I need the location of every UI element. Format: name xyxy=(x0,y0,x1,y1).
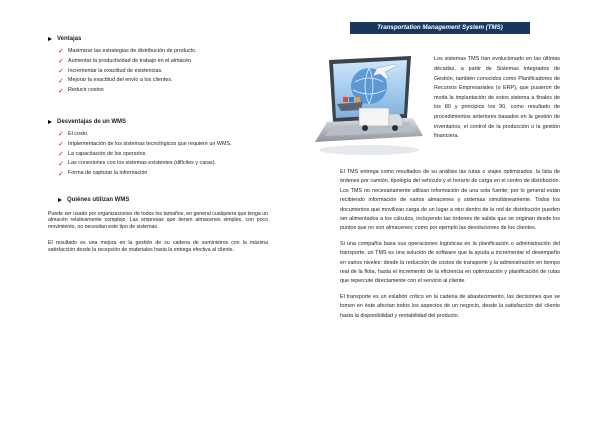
tms-paragraph-2: Si una compañía basa sus operaciones logísticas en la planificación o administración del transporte, un TMS es una solución de software que la ayuda a incrementar el desempeño en varios niveles: desde la reducción de costos de transporte y la administración en tiempo real de la flota, hasta el incremento de la eficiencia en optimización y planificación de rutas que repercute directamente con el servicio al cliente. xyxy=(340,240,560,285)
ventajas-heading: Ventajas xyxy=(48,36,268,42)
left-column xyxy=(48,36,268,261)
check-mark-icon: ✓ xyxy=(58,58,64,66)
arrow-bullet-icon xyxy=(58,198,62,202)
check-mark-icon: ✓ xyxy=(58,141,64,149)
tms-body xyxy=(340,168,560,327)
check-mark-icon: ✓ xyxy=(58,87,64,95)
tms-intro-paragraph: Los sistemas TMS han evolucionado en las últimas décadas, a partir de Sistemas Integrados de Gestión, también conocidos como Planificadores de Recursos Empresariales (o ERP), que pusieron de moda la implantación de estos sistema a finales de los 80 y principios los 90, como resultado de procedimientos anteriores basados en la gestión de inventarios, el control de la producción o la gestión financiera. xyxy=(434,56,560,140)
arrow-bullet-icon xyxy=(48,37,52,41)
list-item: ✓ Maximizar las estrategias de distribución de producto. xyxy=(58,48,197,56)
check-mark-icon: ✓ xyxy=(58,170,64,178)
list-item: ✓ Incrementar la exactitud de existencias. xyxy=(58,67,163,75)
tms-paragraph-1: El TMS entrega como resultados de su análisis las rutas o viajes optimizados, la lista de órdenes por camión, tipología del vehículo y el horario de carga en el centro de distribución. Los TMS no necesariamente utilizan información de una sola fuente; por lo general están recibiendo información de varios almacenes y sistemas simultáneamente. Todos los documentos que movilizan carga de un lugar a otro dentro de la red de distribución pueden ser alimentados a los cálculos, incluyendo las órdenes de salida que se originan desde los puntos que no son almacenes; como por ejemplo las devoluciones de los clientes. xyxy=(340,169,560,232)
list-item: ✓ El costo. xyxy=(58,130,89,139)
list-item: ✓ Mejorar la exactitud del envío a los clientes. xyxy=(58,77,173,85)
list-item: ✓ Forma de capturar la información xyxy=(58,170,148,178)
desventajas-heading: Desventajas de un WMS xyxy=(48,119,268,125)
list-item: ✓ Aumentar la productividad de trabajo en el almacén. xyxy=(58,57,193,66)
list-item: ✓ Las conexiones con los sistemas existentes (difíciles y caras). xyxy=(58,160,217,168)
quienes-heading: Quiénes utilizan WMS xyxy=(58,197,268,203)
arrow-bullet-icon xyxy=(48,120,52,124)
right-header xyxy=(340,22,558,34)
check-mark-icon: ✓ xyxy=(58,160,64,168)
ventajas-list xyxy=(58,47,268,96)
list-item: ✓ Reducir costos xyxy=(58,87,104,95)
quienes-paragraph-2: El resultado es una mejora en la gestión de su cadena de suministros con la máxima satisfacción desde la recepción de materiales hasta la entrega efectiva al cliente. xyxy=(48,240,268,253)
check-mark-icon: ✓ xyxy=(58,77,64,85)
check-mark-icon: ✓ xyxy=(58,48,64,56)
check-mark-icon: ✓ xyxy=(58,131,64,139)
check-mark-icon: ✓ xyxy=(58,150,64,158)
desventajas-list xyxy=(58,130,268,179)
list-item: ✓ La capacitación de los operarios. xyxy=(58,150,147,158)
check-mark-icon: ✓ xyxy=(58,67,64,75)
quienes-paragraph-1: Puede ser usado por organizaciones de todos los tamaños, en general cualquiera que tenga un almacén relativamente complejo. Las empresas que tienen almacenes simples, con poco movimiento, no necesitan este tipo de sistemas. xyxy=(48,210,268,230)
tms-paragraph-3: El transporte es un eslabón crítico en la cadena de abastecimiento, las decisiones que se tomen en éste afectan todos los aspectos de un negocio, desde la satisfacción del cliente hasta la disponibilidad y rentabilidad del producto. xyxy=(340,293,560,319)
laptop-illustration-icon xyxy=(307,52,425,160)
laptop-logistics-illustration xyxy=(307,52,425,160)
page-title: Transportation Management System (TMS) xyxy=(350,22,530,34)
list-item: ✓ Implementación de los sistemas tecnológicos que requiere un WMS. xyxy=(58,140,232,149)
